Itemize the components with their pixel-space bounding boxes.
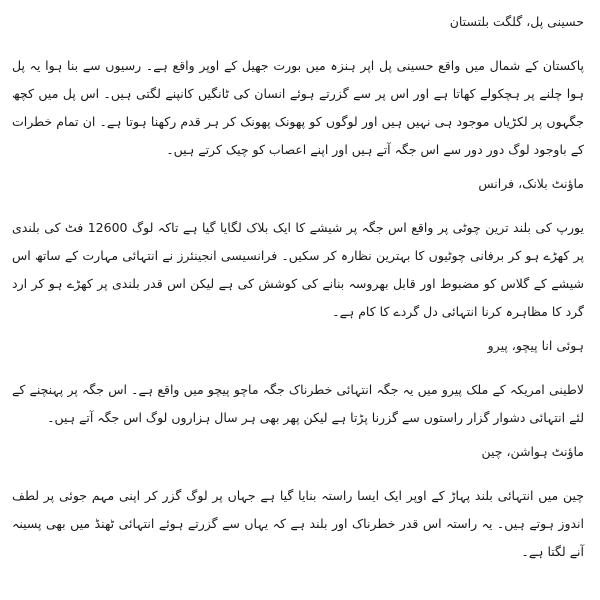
section-paragraph: لاطینی امریکہ کے ملک پیرو میں یہ جگہ انتہائی خطرناک جگہ ماچو پیچو میں واقع ہے۔ اس جگہ پر پہنچنے کے لئے انتہائی دشوار گزار راستوں سے گزرنا پڑتا ہے لیکن پھر بھی ہر سال ہزاروں لوگ اس جگہ آتے ہیں۔ — [12, 382, 584, 425]
section-hussaini-bridge — [12, 12, 584, 164]
section-mount-huashan — [12, 442, 584, 566]
section-paragraph: چین میں انتہائی بلند پہاڑ کے اوپر ایک ایسا راستہ بنایا گیا ہے جہاں پر لوگ گزر کر اپنی مہم جوئی پر لطف اندوز ہوتے ہیں۔ یہ راستہ اس قدر خطرناک اور بلند ہے کہ یہاں سے گزرتے ہوئے انتہائی ٹھنڈ میں بھی پسینہ آنے لگتا ہے۔ — [12, 488, 584, 559]
section-title: ماؤنٹ ہواشن، چین — [481, 444, 584, 459]
section-paragraph: یورپ کی بلند ترین چوٹی پر واقع اس جگہ پر شیشے کا ایک بلاک لگایا گیا ہے تاکہ لوگ 12600 فٹ کی بلندی پر کھڑے ہو کر برفانی چوٹیوں کا بہترین نظارہ کر سکیں۔ فرانسیسی انجینئرز نے انتہائی مہارت کے ساتھ اس شیشے کے گلاس کو مضبوط اور قابل بھروسہ بنانے کی کوشش کی ہے لیکن اس قدر بلندی پر کھڑے ہو کر ارد گرد کا مظاہرہ کرنا انتہائی دل گردے کا کام ہے۔ — [12, 220, 584, 319]
section-mont-blanc — [12, 174, 584, 326]
section-paragraph: پاکستان کے شمال میں واقع حسینی پل اپر ہنزہ میں بورت جھیل کے اوپر واقع ہے۔ رسیوں سے بنا ہوا یہ پل ہوا چلنے پر ہچکولے کھاتا ہے اور اس پر سے گزرتے ہوئے انسان کی ٹانگیں کانپنے لگتی ہیں۔ اس پل میں کچھ جگہوں پر لکڑیاں موجود ہی نہیں ہیں اور لوگوں کو پھونک پھونک کر ہر قدم رکھنا ہوتا ہے۔ ان تمام خطرات کے باوجود لوگ دور دور سے اس جگہ آتے ہیں اور اپنے اعصاب کو چیک کرتے ہیں۔ — [12, 58, 584, 157]
section-title: حسینی پل، گلگت بلتستان — [449, 14, 584, 29]
section-title: ماؤنٹ بلانک، فرانس — [478, 176, 584, 191]
section-huayna-picchu — [12, 336, 584, 432]
section-title: ہوئی انا پیچو، پیرو — [487, 338, 584, 353]
